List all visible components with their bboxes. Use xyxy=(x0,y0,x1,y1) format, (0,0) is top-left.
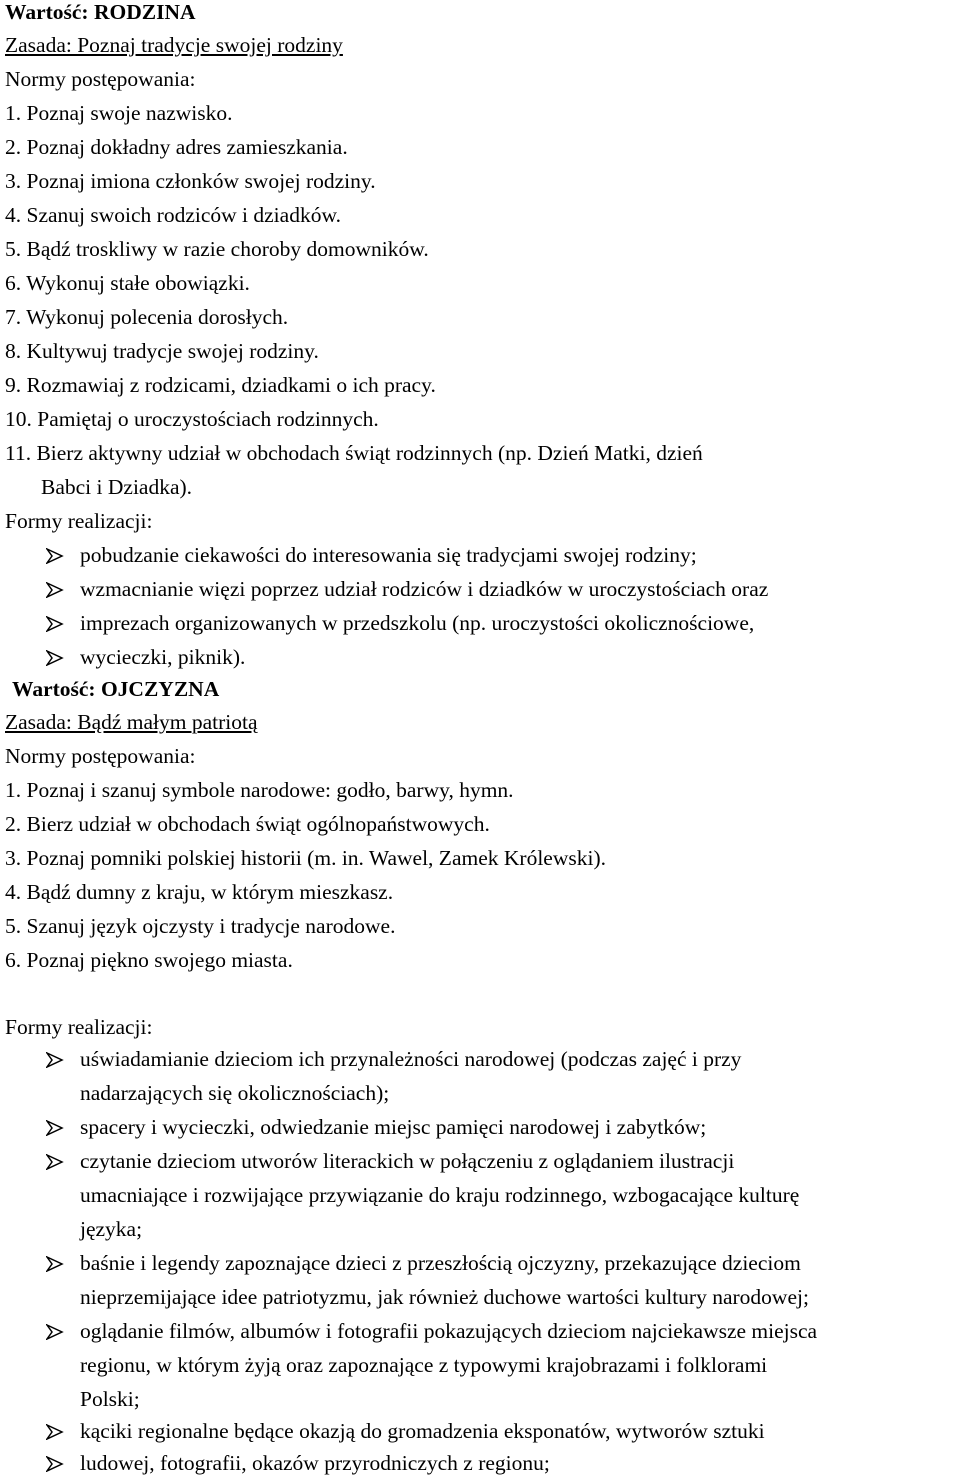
norm-item: 5. Szanuj język ojczysty i tradycje narodowe. xyxy=(5,914,396,938)
arrow-bullet-icon xyxy=(46,576,66,602)
form-item: baśnie i legendy zapoznające dzieci z przeszłością ojczyzny, przekazujące dzieciom xyxy=(80,1251,801,1275)
norms-heading: Normy postępowania: xyxy=(5,744,196,768)
norm-item: 2. Bierz udział w obchodach świąt ogólnopaństwowych. xyxy=(5,812,490,836)
norm-item: 6. Poznaj piękno swojego miasta. xyxy=(5,948,293,972)
form-item-continuation: regionu, w którym żyją oraz zapoznające z typowymi krajobrazami i folklorami xyxy=(80,1353,768,1377)
form-item: spacery i wycieczki, odwiedzanie miejsc pamięci narodowej i zabytków; xyxy=(80,1115,707,1139)
norm-item: 3. Poznaj pomniki polskiej historii (m. in. Wawel, Zamek Królewski). xyxy=(5,846,606,870)
form-item: imprezach organizowanych w przedszkolu (np. uroczystości okolicznościowe, xyxy=(80,611,755,635)
norm-item: 9. Rozmawiaj z rodzicami, dziadkami o ich pracy. xyxy=(5,373,436,397)
arrow-bullet-icon xyxy=(46,1318,66,1344)
arrow-bullet-icon xyxy=(46,1148,66,1174)
norms-heading: Normy postępowania: xyxy=(5,67,196,91)
norm-item: 5. Bądź troskliwy w razie choroby domowników. xyxy=(5,237,429,261)
arrow-bullet-icon xyxy=(46,610,66,636)
norm-item: 10. Pamiętaj o uroczystościach rodzinnych. xyxy=(5,407,379,431)
norm-item: 3. Poznaj imiona członków swojej rodziny. xyxy=(5,169,376,193)
norm-item: 8. Kultywuj tradycje swojej rodziny. xyxy=(5,339,319,363)
form-item-continuation: nieprzemijające idee patriotyzmu, jak również duchowe wartości kultury narodowej; xyxy=(80,1285,809,1309)
form-item-continuation: nadarzających się okolicznościach); xyxy=(80,1081,390,1105)
arrow-bullet-icon xyxy=(46,1418,66,1444)
form-item: ludowej, fotografii, okazów przyrodniczych z regionu; xyxy=(80,1451,550,1475)
section-rule: Zasada: Bądź małym patriotą xyxy=(5,710,258,734)
norm-item: 4. Szanuj swoich rodziców i dziadków. xyxy=(5,203,341,227)
norm-item: 4. Bądź dumny z kraju, w którym mieszkasz. xyxy=(5,880,394,904)
norm-item: 1. Poznaj swoje nazwisko. xyxy=(5,101,233,125)
arrow-bullet-icon xyxy=(46,644,66,670)
arrow-bullet-icon xyxy=(46,1114,66,1140)
norm-item: 1. Poznaj i szanuj symbole narodowe: godło, barwy, hymn. xyxy=(5,778,514,802)
form-item: pobudzanie ciekawości do interesowania się tradycjami swojej rodziny; xyxy=(80,543,697,567)
arrow-bullet-icon xyxy=(46,1046,66,1072)
norm-item-continuation: Babci i Dziadka). xyxy=(41,475,193,499)
form-item: wzmacnianie więzi poprzez udział rodziców i dziadków w uroczystościach oraz xyxy=(80,577,769,601)
form-item: oglądanie filmów, albumów i fotografii pokazujących dzieciom najciekawsze miejsca xyxy=(80,1319,818,1343)
arrow-bullet-icon xyxy=(46,1450,66,1476)
norm-item: 7. Wykonuj polecenia dorosłych. xyxy=(5,305,289,329)
form-item: kąciki regionalne będące okazją do gromadzenia eksponatów, wytworów sztuki xyxy=(80,1419,765,1443)
section-rule: Zasada: Poznaj tradycje swojej rodziny xyxy=(5,33,343,57)
form-item: czytanie dzieciom utworów literackich w połączeniu z oglądaniem ilustracji xyxy=(80,1149,735,1173)
section-title: Wartość: RODZINA xyxy=(5,0,196,24)
forms-heading: Formy realizacji: xyxy=(5,1015,153,1039)
section-title: Wartość: OJCZYZNA xyxy=(12,677,220,701)
norm-item: 6. Wykonuj stałe obowiązki. xyxy=(5,271,250,295)
arrow-bullet-icon xyxy=(46,542,66,568)
form-item: uświadamianie dzieciom ich przynależności narodowej (podczas zajęć i przy xyxy=(80,1047,742,1071)
arrow-bullet-icon xyxy=(46,1250,66,1276)
form-item-continuation: języka; xyxy=(80,1217,143,1241)
forms-heading: Formy realizacji: xyxy=(5,509,153,533)
form-item: wycieczki, piknik). xyxy=(80,645,246,669)
form-item-continuation: umacniające i rozwijające przywiązanie do kraju rodzinnego, wzbogacające kulturę xyxy=(80,1183,800,1207)
form-item-continuation: Polski; xyxy=(80,1387,140,1411)
norm-item: 11. Bierz aktywny udział w obchodach świąt rodzinnych (np. Dzień Matki, dzień xyxy=(5,441,703,465)
norm-item: 2. Poznaj dokładny adres zamieszkania. xyxy=(5,135,348,159)
